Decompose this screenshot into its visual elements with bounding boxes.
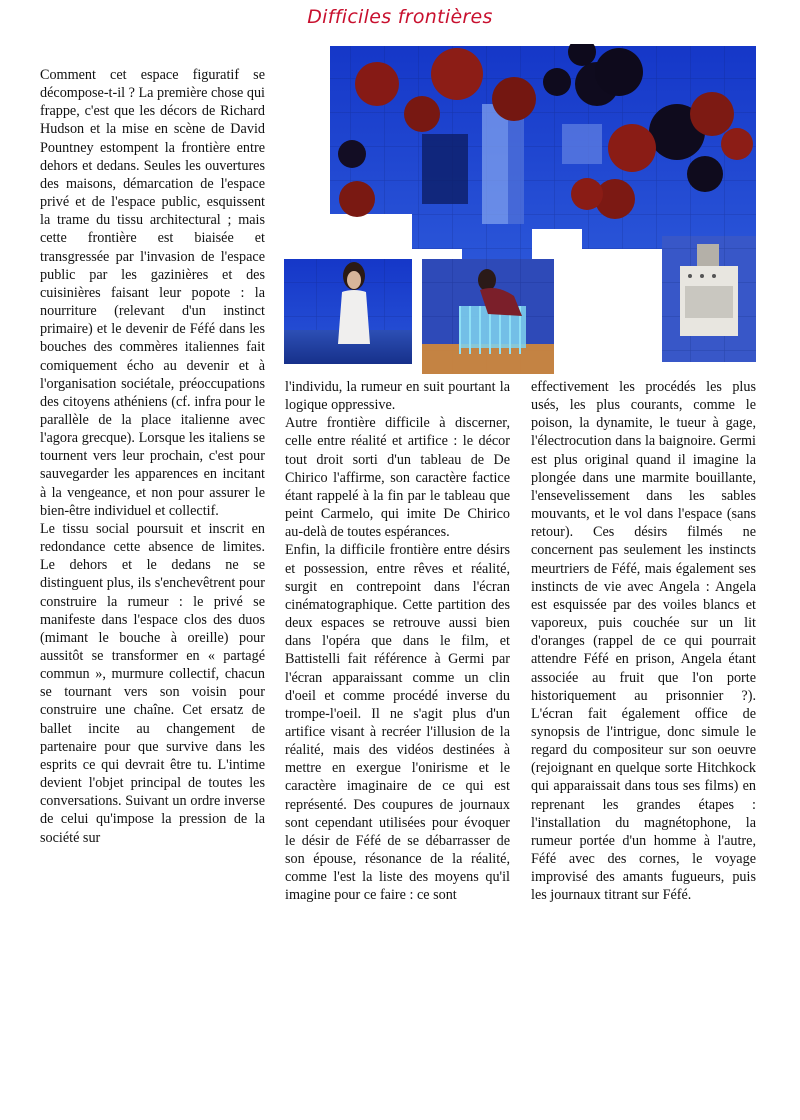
article-column-3	[531, 378, 756, 905]
puzzle-piece-stove	[662, 236, 756, 362]
page-title: Difficiles frontières	[307, 6, 493, 28]
puzzle-piece-bed-scene	[422, 259, 554, 374]
paragraph: Comment cet espace figuratif se décompose-t-il ? La première chose qui frappe, c'est que les décors de Richard Hudson et la mise en scène de David Pountney estompent la frontière entre dehors et dedans. Seules les ouvertures des maisons, démarcation de l'espace privé et de l'espace public, esquissent la trame du tissu architectural ; mais cette frontière est biaisée et transgressée par l'invasion de l'espace public par les gazinières et des cuisinières faisant leur popote : la nourriture (relevant d'un instinct primaire) et le devenir de Féfé dans les bouches des commères italiennes fait comiquement écho au devenir et à l'organisation sociétale, préoccupations des citoyens athéniens (cf. infra pour le parallèle de la place italienne avec l'agora grecque). Lorsque les italiens se tournent vers leur prochain, c'est pour sauvegarder les apparences en incitant à la vengeance, et non pour assurer le bien-être individuel et collectif.	[40, 67, 265, 519]
article-column-1	[40, 66, 265, 847]
puzzle-piece-woman	[284, 259, 412, 364]
paragraph: l'individu, la rumeur en suit pourtant la logique oppressive.	[285, 379, 510, 414]
stage-photo-collage	[282, 44, 758, 374]
paragraph: Autre frontière difficile à discerner, celle entre réalité et artifice : le décor tout droit sorti d'un tableau de De Chirico l'affirme, son caractère factice étant rappelé à la fin par le tableau que peint Carmelo, qui imite De Chirico au-delà de toutes espérances.	[285, 415, 510, 541]
paragraph: Enfin, la difficile frontière entre désirs et possession, entre rêves et réalité, surgit en contrepoint dans l'écran cinématographique. Cette partition des deux espaces se retrouve aussi bien dans l'opéra que dans le film, et Battistelli fait référence à Germi par l'écran apparaissant comme un clin d'oeil et comme procédé inverse du trompe-l'oeil. Il ne s'agit plus d'un artifice visant à recréer l'illusion de la réalité, mais des vidéos destinées à mettre en exergue l'onirisme et le caractère imaginaire de ce qui est représenté. Des coupures de journaux sont cependant utilisées pour évoquer le désir de Féfé de se débarrasser de son épouse, résonance de la réalité, comme l'est la liste des moyens qu'il imagine pour ce faire : ce sont	[285, 542, 510, 904]
paragraph: Le tissu social poursuit et inscrit en redondance cette absence de limites. Le dehors et le dedans ne se distinguent plus, ils s'enchevêtrent pour construire la rumeur : le privé se manifeste dans l'espace clos des duos (mimant le bouche à oreille) pour aussitôt se transformer en « partagé commun », murmure collectif, chacun se tournant vers son voisin pour construire une chaîne. Cet ersatz de ballet incite au changement de partenaire pour que survive dans les esprits ce qui devrait être tu. L'intime devient l'objet principal de toutes les conversations. Suivant un ordre inverse de celui qu'impose la pression de la société sur	[40, 520, 265, 846]
article-column-2	[285, 378, 510, 905]
paragraph: effectivement les procédés les plus usés, les plus courants, comme le poison, la dynamite, le tueur à gage, l'électrocution dans la baignoire. Germi est plus original quand il imagine la plongée dans une marmite bouillante, l'ensevelissement dans les sables mouvants, et le vol dans l'espace (sans retour). Ces désirs filmés ne concernent pas seulement les instincts meurtriers de Féfé, mais également ses instincts de vie avec Angela : Angela est esquissée par des voiles blancs et vaporeux, puis couchée sur un lit d'oranges (rappel de ce qui pourrait attendre Féfé en prison, Angela étant associée au fruit que l'on porte historiquement au prisonnier ?). L'écran fait également office de synopsis de l'intrigue, donc simule le regard du compositeur sur son oeuvre (rejoignant en quelque sorte Hitchkock qui apparaissait dans tous ses films) en reprenant les grandes étapes : l'installation du magnétophone, la rumeur portée d'un homme à l'autre, Féfé avec des cornes, le voyage improvisé des amants fugueurs, puis les journaux titrant sur Féfé.	[531, 379, 756, 904]
puzzle-main-block	[330, 44, 756, 259]
